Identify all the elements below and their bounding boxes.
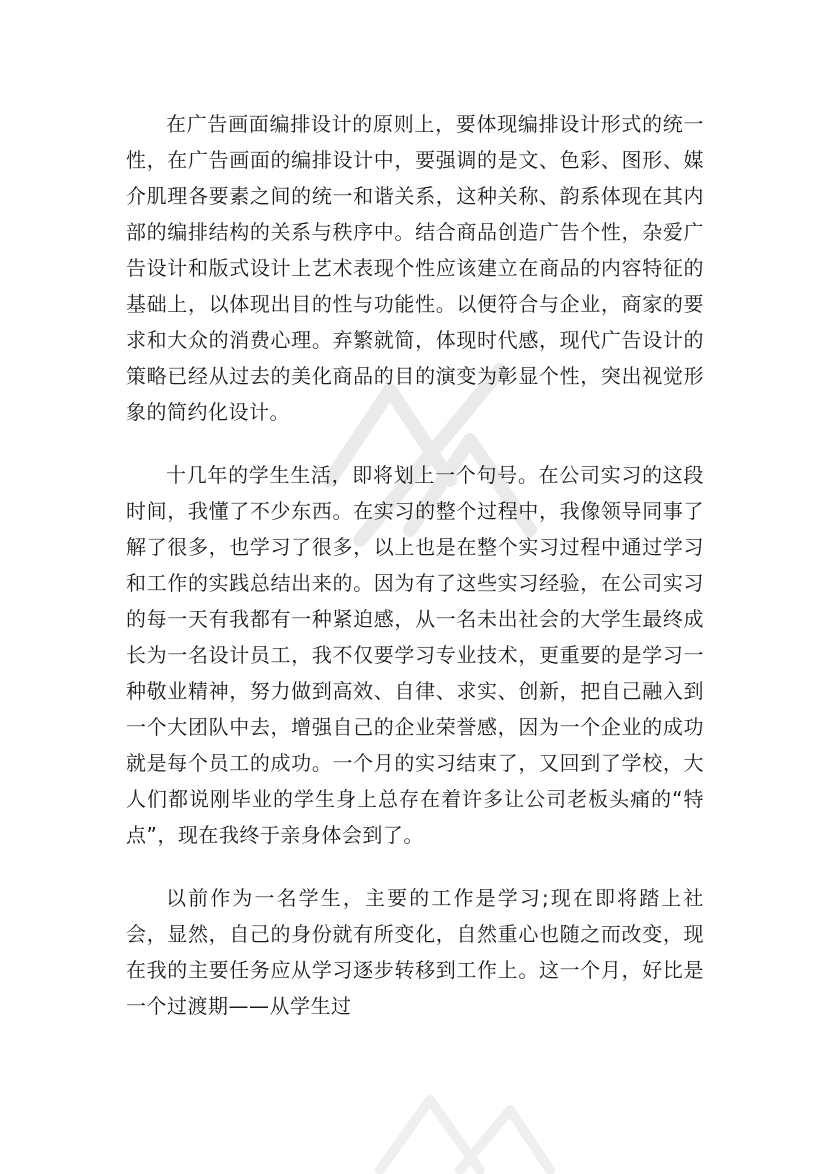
document-body — [126, 106, 704, 1024]
paragraph: 以前作为一名学生，主要的工作是学习;现在即将踏上社会，显然，自己的身份就有所变化，自然重心也随之而改变，现在我的主要任务应从学习逐步转移到工作上。这一个月，好比是一个过渡期——从学生过 — [126, 886, 704, 1018]
paragraph: 在广告画面编排设计的原则上，要体现编排设计形式的统一性，在广告画面的编排设计中，要强调的是文、色彩、图形、媒介肌理各要素之间的统一和谐关系，这种关称、韵系体现在其内部的编排结构的关系与秩序中。结合商品创造广告个性，杂爱广告设计和版式设计上艺术表现个性应该建立在商品的内容特征的基础上，以体现出目的性与功能性。以便符合与企业，商家的要求和大众的消费心理。弃繁就简，体现时代感，现代广告设计的策略已经从过去的美化商品的目的演变为彰显个性，突出视觉形象的简约化设计。 — [126, 112, 704, 424]
watermark-logo-icon — [360, 1080, 560, 1174]
paragraph: 十几年的学生生活，即将划上一个句号。在公司实习的这段时间，我懂了不少东西。在实习的整个过程中，我像领导同事了解了很多，也学习了很多，以上也是在整个实习过程中通过学习和工作的实践总结出来的。因为有了这些实习经验，在公司实习的每一天有我都有一种紧迫感，从一名未出社会的大学生最终成长为一名设计员工，我不仅要学习专业技术，更重要的是学习一种敬业精神，努力做到高效、自律、求实、创新，把自己融入到一个大团队中去，增强自己的企业荣誉感，因为一个企业的成功就是每个员工的成功。一个月的实习结束了，又回到了学校，大人们都说刚毕业的学生身上总存在着许多让公司老板头痛的“特点”，现在我终于亲身体会到了。 — [126, 463, 704, 847]
